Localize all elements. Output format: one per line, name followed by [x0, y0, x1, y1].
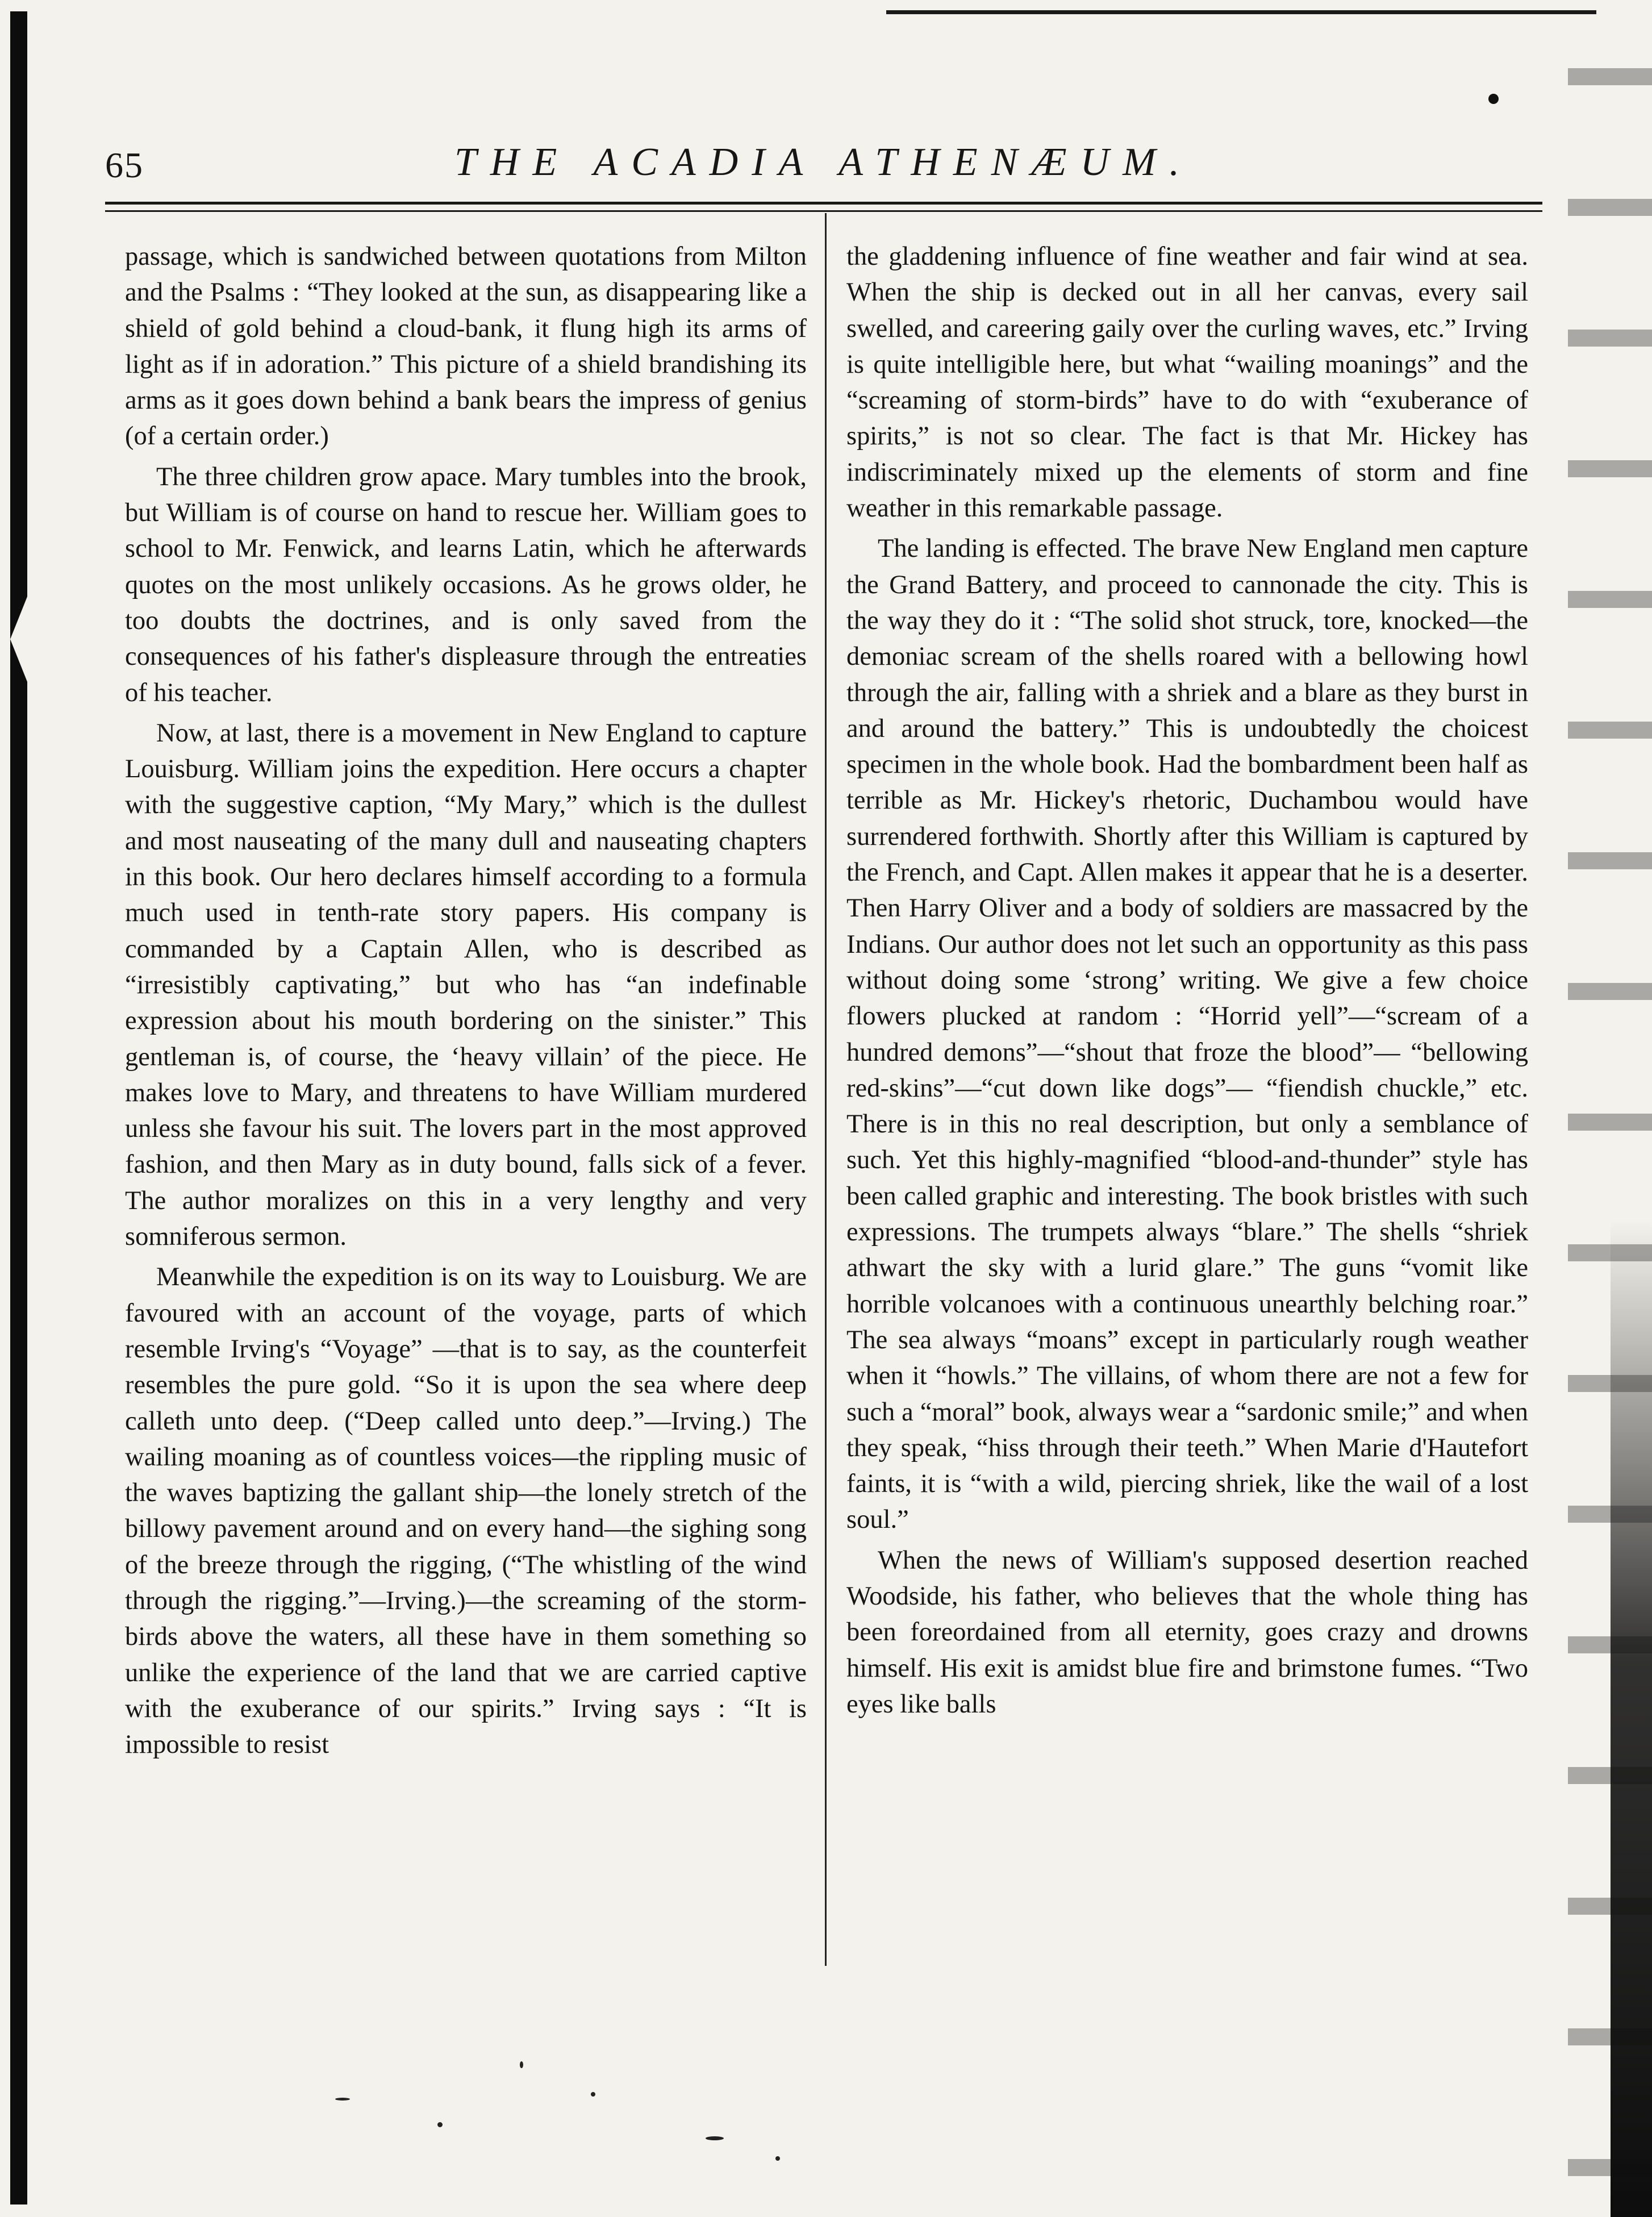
- ink-speck: [591, 2092, 595, 2097]
- scan-binding-edge: [10, 11, 27, 2205]
- column-divider: [825, 213, 827, 1966]
- ink-speck: [775, 2156, 780, 2161]
- ink-speck: [1488, 94, 1499, 104]
- paragraph: Now, at last, there is a movement in New England to capture Louisburg. William joins the expedition. Here occurs a chapter with the suggestive caption, “My Mary,” which is the dullest and most nauseating of the many dull and nauseating chapters in this book. Our hero declares himself according to a formula much used in tenth-rate story papers. His company is commanded by a Captain Allen, who is described as “irresistibly captivating,” but who has “an indefinable expression about his mouth bordering on the sinister.” This gentleman is, of course, the ‘heavy villain’ of the piece. He makes love to Mary, and threatens to have William murdered unless she favour his suit. The lovers part in the most approved fashion, and then Mary as in duty bound, falls sick of a fever. The author moralizes on this in a very lengthy and very somniferous sermon.: [125, 718, 807, 1252]
- paragraph: Meanwhile the expedition is on its way to Louisburg. We are favoured with an account of the voyage, parts of which resemble Irving's “Voyage” —that is to say, as the counterfeit resembles the pure gold. “So it is upon the sea where deep calleth unto deep. (“Deep called unto deep.”—Irving.) The wailing moaning as of countless voices—the rippling music of the waves baptizing the gallant ship—the lonely stretch of the billowy pavement around and on every hand—the sighing song of the breeze through the rigging, (“The whistling of the wind through the rigging.”—Irving.)—the screaming of the storm-birds above the waters, all these have in them something so unlike the experience of the land that we are carried captive with the exuberance of our spirits.” Irving says : “It is impossible to resist: [125, 1262, 807, 1760]
- journal-title: THE ACADIA ATHENÆUM.: [454, 140, 1193, 184]
- paragraph: passage, which is sandwiched between quotations from Milton and the Psalms : “They looked at the sun, as disappearing like a shield of gold behind a cloud-bank, it flung high its arms of light as if in adoration.” This picture of a shield brandishing its arms as it goes down behind a bank bears the impress of genius (of a certain order.): [125, 242, 807, 451]
- paragraph: When the news of William's supposed desertion reached Woodside, his father, who believes that the whole thing has been foreordained from all eternity, goes crazy and drowns himself. His exit is amidst blue fire and brimstone fumes. “Two eyes like balls: [846, 1545, 1528, 1719]
- scan-right-shadow: [1611, 0, 1652, 2217]
- header-rule: [105, 202, 1542, 205]
- paragraph: The landing is effected. The brave New England men capture the Grand Battery, and proceed to cannonade the city. This is the way they do it : “The solid shot struck, tore, knocked—the demoniac scream of the shells roared with a bellowing howl through the air, falling with a shriek and a blare as they burst in and around the battery.” This is undoubtedly the choicest specimen in the whole book. Had the bombardment been half as terrible as Mr. Hickey's rhetoric, Duchambou would have surrendered forthwith. Shortly after this William is captured by the French, and Capt. Allen makes it appear that he is a deserter. Then Harry Oliver and a body of soldiers are massacred by the Indians. Our author does not let such an opportunity as this pass without doing some ‘strong’ writing. We give a few choice flowers plucked at random : “Horrid yell”—“scream of a hundred demons”—“shout that froze the blood”— “bellowing red-skins”—“cut down like dogs”— “fiendish chuckle,” etc. There is in this no real description, but only a semblance of such. Yet this highly-magnified “blood-and-thunder” style has been called graphic and interesting. The book bristles with such expressions. The trumpets always “blare.” The shells “shriek athwart the sky with a lurid glare.” The guns “vomit like horrible volcanoes with a continuous unearthly belching roar.” The sea always “moans” except in particularly rough weather when it “howls.” The villains, of whom there are not a few for such a “moral” book, always wear a “sardonic smile;” and when they speak, “hiss through their teeth.” When Marie d'Hautefort faints, it is “with a wild, piercing shriek, like the wail of a lost soul.”: [846, 534, 1528, 1535]
- ink-speck: [520, 2061, 523, 2068]
- page-number: 65: [105, 145, 144, 185]
- ink-speck: [437, 2122, 443, 2127]
- left-column: [125, 239, 807, 1966]
- paragraph: the gladdening influence of fine weather and fair wind at sea. When the ship is decked out in all her canvas, every sail swelled, and careering gaily over the curling waves, etc.” Irving is quite intelligible here, but what “wailing moanings” and the “screaming of storm-birds” have to do with “exuberance of spirits,” is not so clear. The fact is that Mr. Hickey has indiscriminately mixed up the elements of storm and fine weather in this remarkable passage.: [846, 242, 1528, 523]
- scan-top-rule: [886, 10, 1596, 14]
- ink-speck: [335, 2098, 350, 2101]
- page-header: [105, 131, 1542, 199]
- right-column: [846, 239, 1528, 1966]
- header-rule: [105, 210, 1542, 212]
- ink-speck: [706, 2136, 724, 2140]
- paragraph: The three children grow apace. Mary tumbles into the brook, but William is of course on hand to rescue her. William goes to school to Mr. Fenwick, and learns Latin, which he afterwards quotes on the most unlikely occasions. As he grows older, he too doubts the doctrines, and is only saved from the consequences of his father's displeasure through the entreaties of his teacher.: [125, 462, 807, 707]
